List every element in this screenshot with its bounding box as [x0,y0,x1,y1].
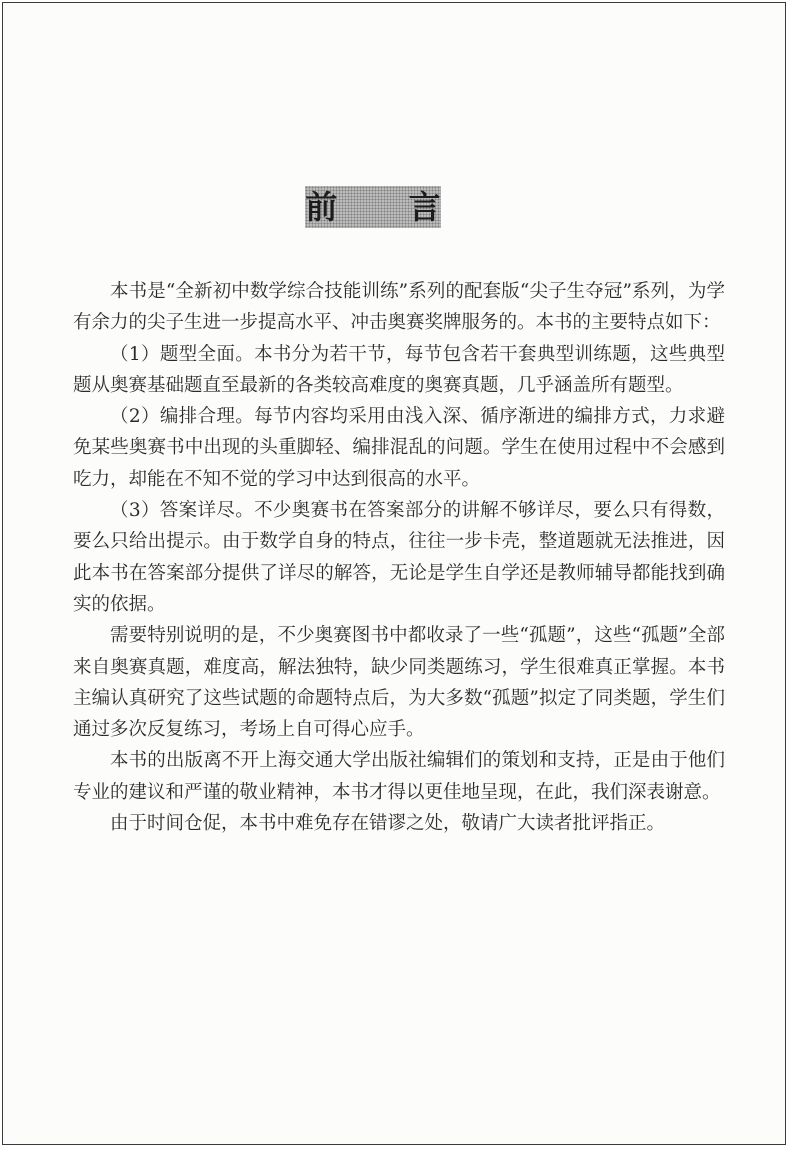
paragraph-acknowledgement: 本书的出版离不开上海交通大学出版社编辑们的策划和支持，正是由于他们专业的建议和严谨的敬业精神，本书才得以更佳地呈现，在此，我们深表谢意。 [73,750,725,803]
paragraph-intro: 本书是“全新初中数学综合技能训练”系列的配套版“尖子生夺冠”系列，为学有余力的尖子生进一步提高水平、冲击奥赛奖牌服务的。本书的主要特点如下： [73,281,725,334]
paragraph-feature-3: （3）答案详尽。不少奥赛书在答案部分的讲解不够详尽，要么只有得数，要么只给出提示。由于数学自身的特点，往往一步卡壳，整道题就无法推进，因此本书在答案部分提供了详尽的解答，无论是学生自学还是教师辅导都能找到确实的依据。 [73,500,725,615]
paragraph-closing: 由于时间仓促，本书中难免存在错谬之处，敬请广大读者批评指正。 [110,813,666,835]
page-title: 前 言 [305,188,471,226]
heading-box [305,186,471,228]
book-page [2,2,786,1145]
preface-body [73,276,725,839]
paragraph-feature-1: （1）题型全面。本书分为若干节，每节包含若干套典型训练题，这些典型题从奥赛基础题直至最新的各类较高难度的奥赛真题，几乎涵盖所有题型。 [73,343,725,396]
paragraph-feature-2: （2）编排合理。每节内容均采用由浅入深、循序渐进的编排方式，力求避免某些奥赛书中出现的头重脚轻、编排混乱的问题。学生在使用过程中不会感到吃力，却能在不知不觉的学习中达到很高的水平。 [73,406,725,490]
paragraph-special-note: 需要特别说明的是，不少奥赛图书中都收录了一些“孤题”，这些“孤题”全部来自奥赛真题，难度高，解法独特，缺少同类题练习，学生很难真正掌握。本书主编认真研究了这些试题的命题特点后，为大多数“孤题”拟定了同类题，学生们通过多次反复练习，考场上自可得心应手。 [73,625,725,741]
